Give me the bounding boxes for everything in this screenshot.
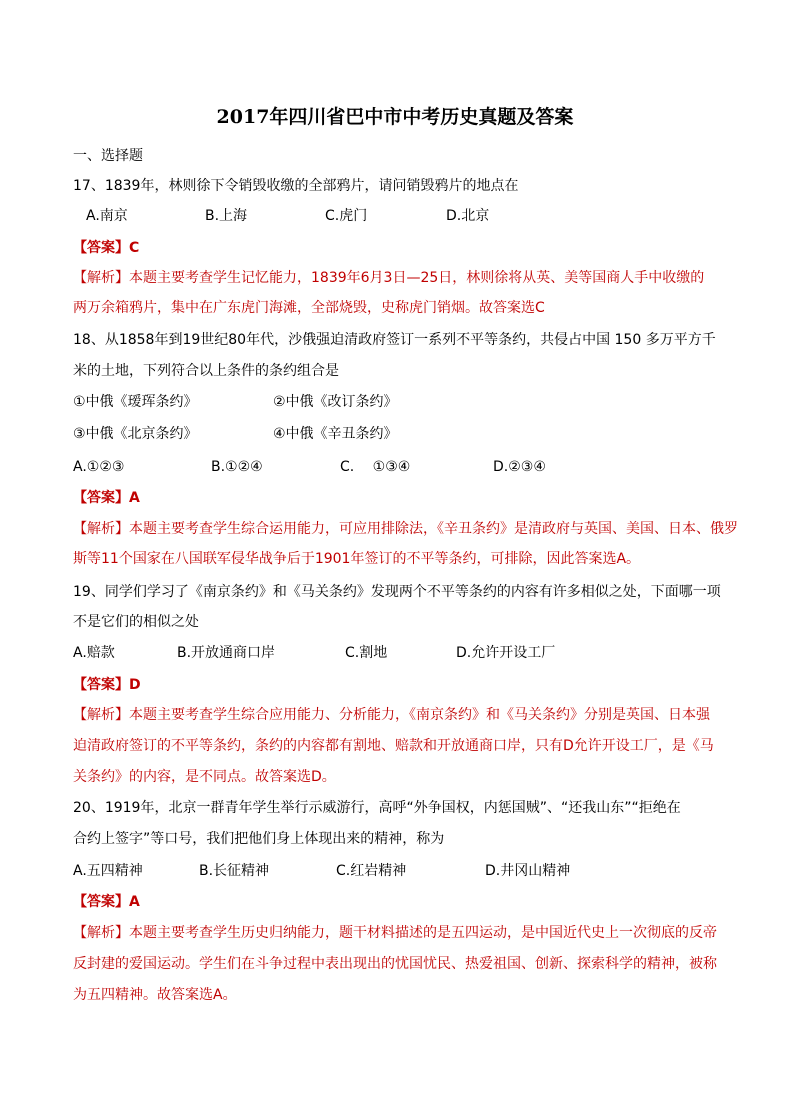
question-20-analysis-line-3: 为五四精神。故答案选A。 (73, 987, 237, 1003)
question-20-stem-line-1: 20、1919年，北京一群青年学生举行示威游行，高呼“外争国权，内惩国贼”、“还我山东”“拒绝在 (73, 800, 681, 816)
question-17-option-a: A.南京 (86, 208, 128, 224)
question-19-option-b: B.开放通商口岸 (177, 645, 276, 661)
question-20-option-a: A.五四精神 (73, 863, 143, 879)
question-19-option-d: D.允许开设工厂 (456, 645, 556, 661)
question-17-option-b: B.上海 (205, 208, 248, 224)
question-20-option-d: D.井冈山精神 (485, 863, 571, 879)
question-20-option-c: C.红岩精神 (336, 863, 407, 879)
question-17-answer: 【答案】C (73, 240, 140, 256)
question-18-stem-line-1: 18、从1858年到19世纪80年代，沙俄强迫清政府签订一系列不平等条约，共侵占中国 150 多万平方千 (73, 332, 716, 348)
question-18-option-c: C. ①③④ (340, 459, 411, 475)
question-18-option-a: A.①②③ (73, 459, 125, 475)
question-19-analysis-line-2: 迫清政府签订的不平等条约，条约的内容都有割地、赔款和开放通商口岸，只有D允许开设工厂，是《马 (73, 738, 714, 754)
question-18-analysis-line-2: 斯等11个国家在八国联军侵华战争后于1901年签订的不平等条约，可排除，因此答案选A。 (73, 551, 641, 567)
question-17-analysis-line-1: 【解析】本题主要考查学生记忆能力，1839年6月3日—25日，林则徐将从英、美等国商人手中收缴的 (73, 270, 705, 286)
question-20-answer: 【答案】A (73, 894, 140, 910)
section-heading: 一、选择题 (73, 148, 143, 164)
question-17-analysis-line-2: 两万余箱鸦片，集中在广东虎门海滩，全部烧毁，史称虎门销烟。故答案选C (73, 300, 545, 316)
question-18-answer: 【答案】A (73, 490, 140, 506)
question-20-analysis-line-1: 【解析】本题主要考查学生历史归纳能力，题干材料描述的是五四运动，是中国近代史上一次彻底的反帝 (73, 925, 717, 941)
question-19-analysis-line-3: 关条约》的内容，是不同点。故答案选D。 (73, 769, 336, 785)
question-19-stem-line-1: 19、同学们学习了《南京条约》和《马关条约》发现两个不平等条约的内容有许多相似之处，下面哪一项 (73, 584, 721, 600)
question-18-option-d: D.②③④ (493, 459, 546, 475)
question-18-item-1: ①中俄《瑷珲条约》 (73, 394, 198, 410)
question-17-stem: 17、1839年，林则徐下令销毁收缴的全部鸦片，请问销毁鸦片的地点在 (73, 178, 519, 194)
question-17-option-d: D.北京 (446, 208, 490, 224)
question-19-option-a: A.赔款 (73, 645, 115, 661)
question-20-analysis-line-2: 反封建的爱国运动。学生们在斗争过程中表出现出的忧国忧民、热爱祖国、创新、探索科学的精神，被称 (73, 956, 717, 972)
question-18-analysis-line-1: 【解析】本题主要考查学生综合运用能力，可应用排除法，《辛丑条约》是清政府与英国、美国、日本、俄罗 (73, 521, 738, 537)
question-20-option-b: B.长征精神 (199, 863, 270, 879)
question-20-stem-line-2: 合约上签字”等口号，我们把他们身上体现出来的精神，称为 (73, 831, 445, 847)
document-title: 2017年四川省巴中市中考历史真题及答案 (216, 106, 574, 128)
question-19-option-c: C.割地 (345, 645, 388, 661)
question-18-item-2: ②中俄《改订条约》 (273, 394, 398, 410)
question-18-option-b: B.①②④ (211, 459, 263, 475)
question-18-stem-line-2: 米的土地，下列符合以上条件的条约组合是 (73, 363, 339, 379)
question-19-stem-line-2: 不是它们的相似之处 (73, 614, 199, 630)
question-19-analysis-line-1: 【解析】本题主要考查学生综合应用能力、分析能力，《南京条约》和《马关条约》分别是英国、日本强 (73, 707, 710, 723)
question-18-item-4: ④中俄《辛丑条约》 (273, 426, 398, 442)
question-17-option-c: C.虎门 (325, 208, 368, 224)
question-18-item-3: ③中俄《北京条约》 (73, 426, 198, 442)
question-19-answer: 【答案】D (73, 677, 141, 693)
